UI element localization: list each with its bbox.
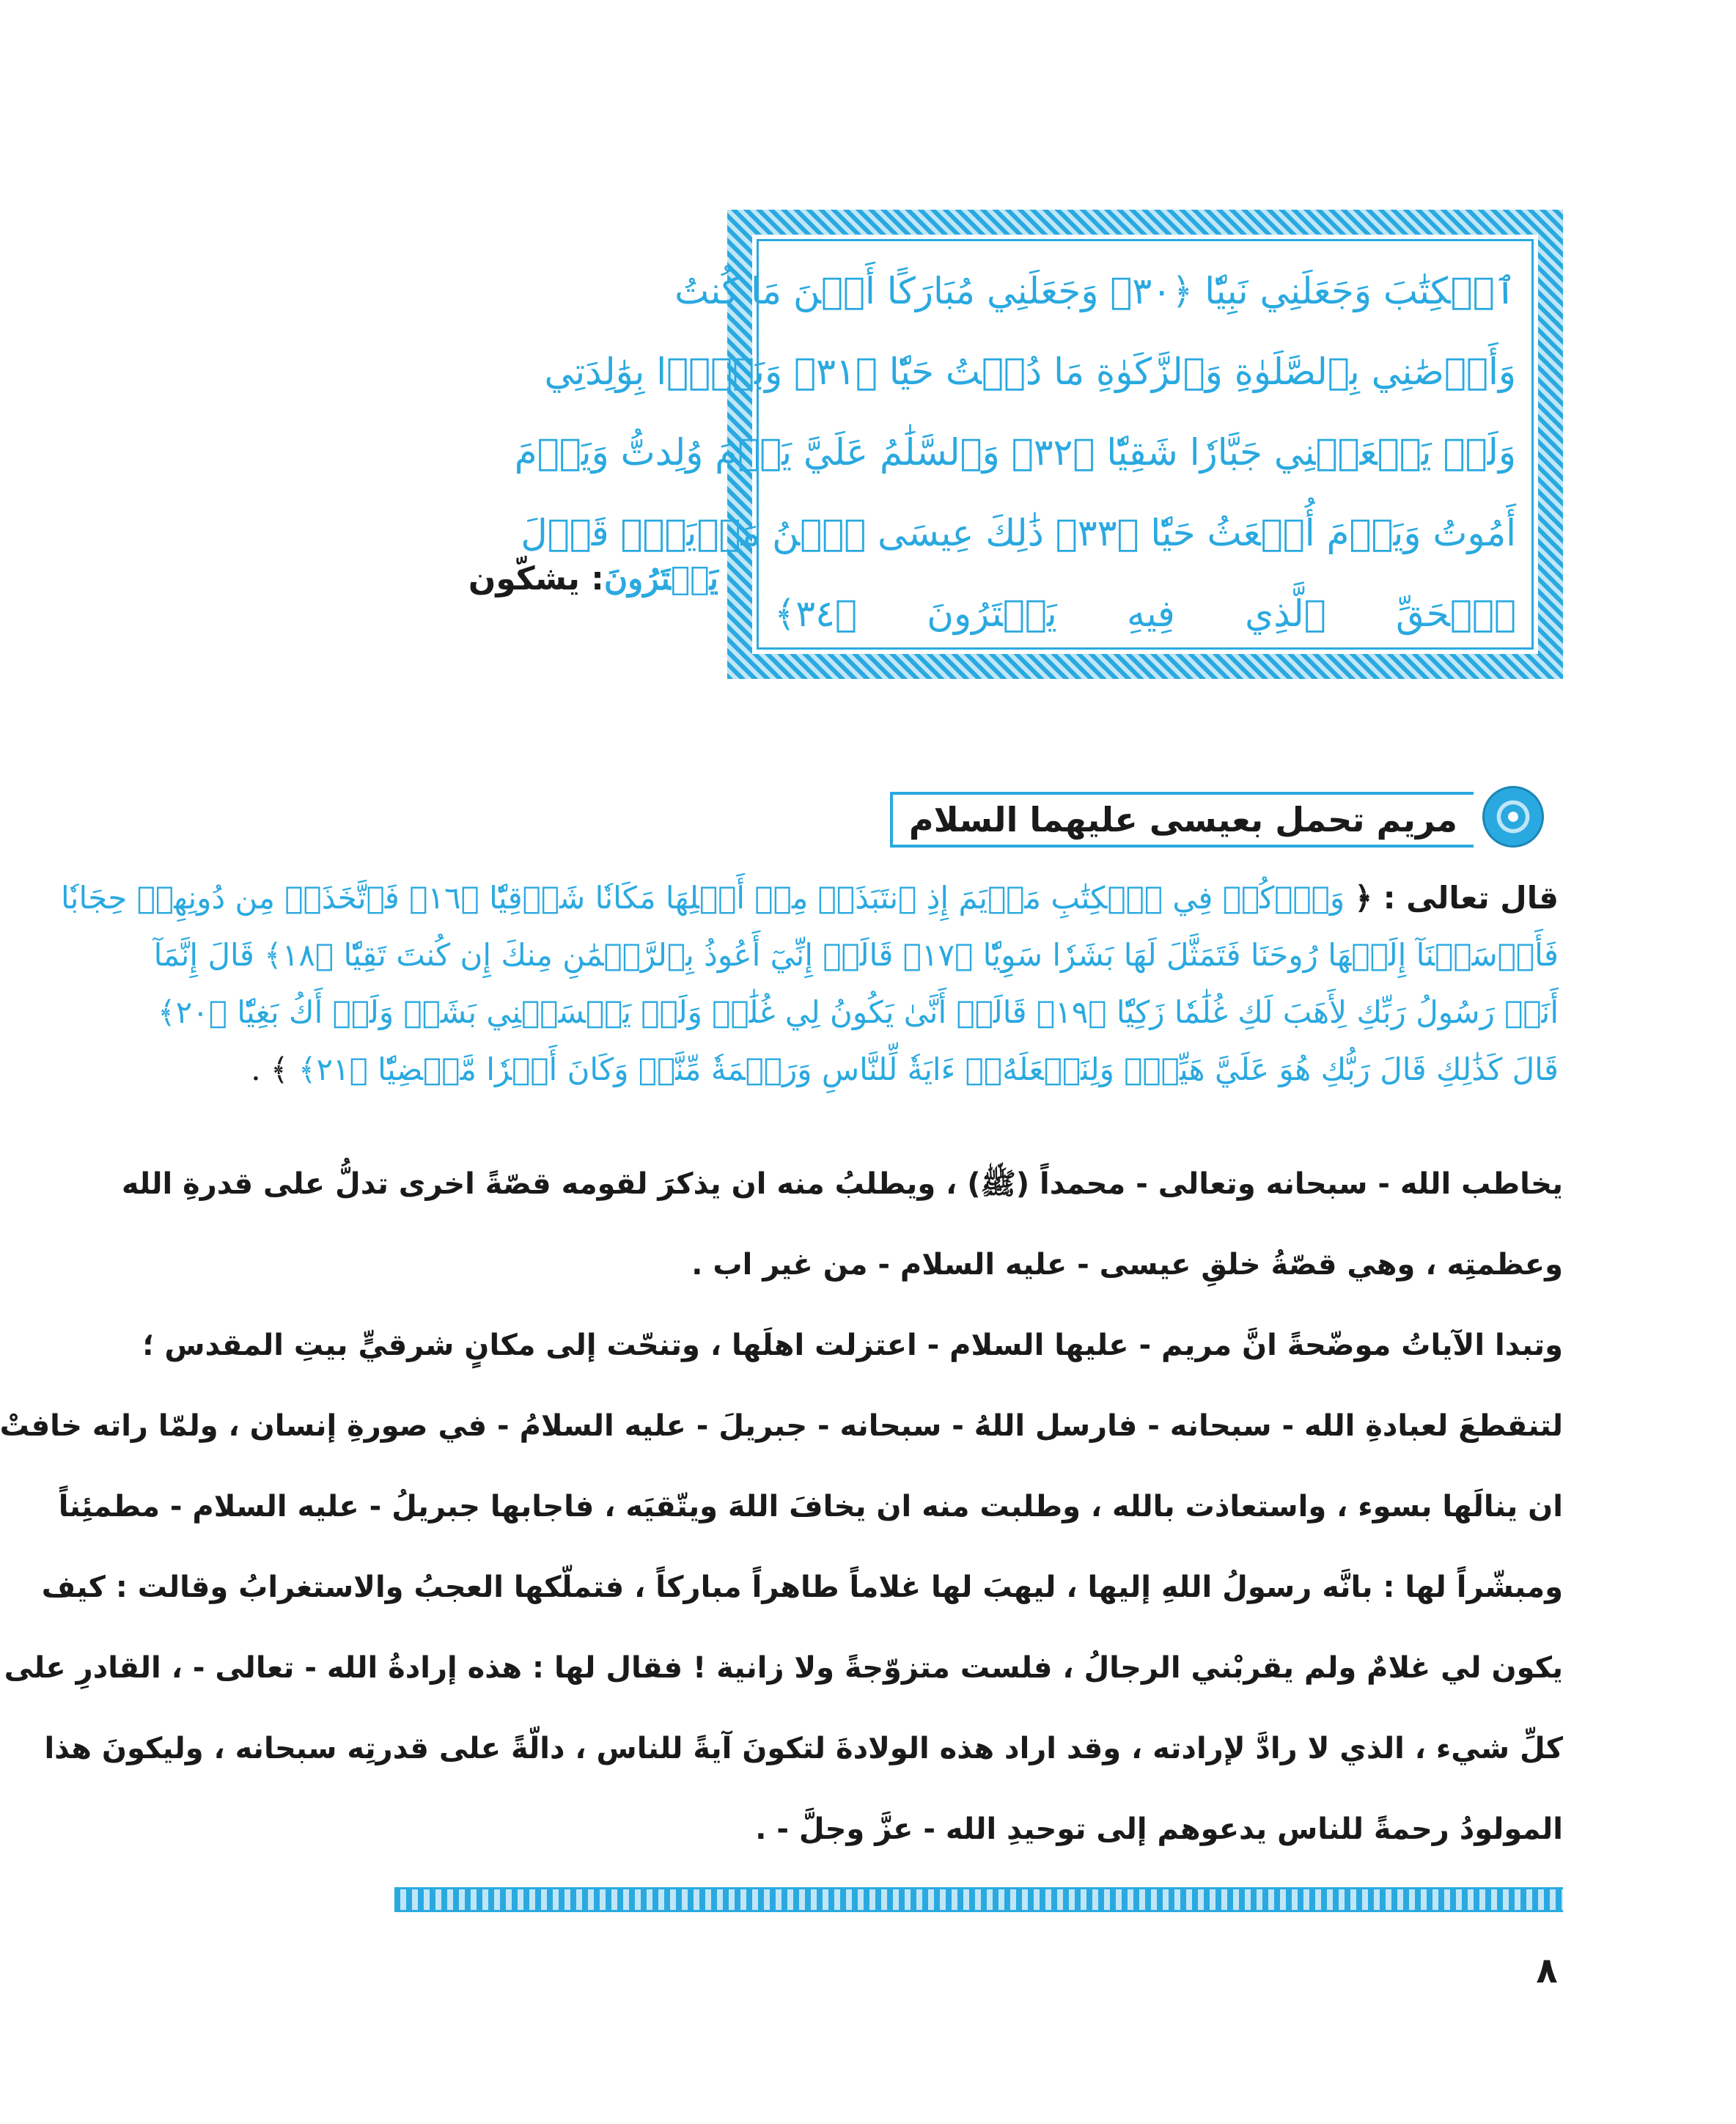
verse-intro: قال تعالى : ﴿ bbox=[1354, 880, 1559, 916]
ornament-rosette-icon bbox=[1482, 786, 1544, 848]
quran-line: أَمُوتُ وَيَوۡمَ أُبۡعَثُ حَيّٗا ﴿٣٣﴾ ذَٰلِكَ عِيسَى ٱبۡنُ مَرۡيَمَۖ قَوۡلَ bbox=[521, 512, 1516, 554]
vocabulary-note bbox=[468, 560, 718, 598]
body-line: لتنقطعَ لعبادةِ الله - سبحانه - فارسل اللهُ - سبحانه - جبريلَ - عليه السلامُ - في صورةِ إنسان ، ولمّا راته خافتْ bbox=[0, 1409, 1563, 1443]
verse-line bbox=[251, 1041, 1559, 1098]
section-title: مريم تحمل بعيسى عليهما السلام bbox=[890, 792, 1474, 848]
verse-text: وَٱذۡكُرۡ فِي ٱلۡكِتَٰبِ مَرۡيَمَ إِذِ ٱنتَبَذَتۡ مِنۡ أَهۡلِهَا مَكَانٗا شَرۡقِيّٗا ﴿١٦﴾ فَٱتَّخَذَتۡ مِن دُونِهِمۡ حِجَابٗا bbox=[61, 880, 1345, 916]
body-line: وتبدا الآياتُ موضّحةً انَّ مريم - عليها السلام - اعتزلت اهلَها ، وتنحّت إلى مكانٍ شرقيٍّ بيتِ المقدس ؛ bbox=[142, 1329, 1563, 1362]
verse-line: أَنَا۠ رَسُولُ رَبِّكِ لِأَهَبَ لَكِ غُلَٰمٗا زَكِيّٗا ﴿١٩﴾ قَالَتۡ أَنَّىٰ يَكُونُ لِي غُلَٰمٞ وَلَمۡ يَمۡسَسۡنِي بَشَرٞ وَلَمۡ أَكُ بَغِيّٗا ﴿٢٠﴾ bbox=[157, 994, 1559, 1030]
vocabulary-meaning: يشكّون bbox=[468, 560, 580, 598]
body-line: المولودُ رحمةً للناس يدعوهم إلى توحيدِ الله - عزَّ وجلَّ - . bbox=[755, 1812, 1563, 1846]
verse-line bbox=[61, 870, 1559, 927]
verse-text: قَالَ كَذَٰلِكِ قَالَ رَبُّكِ هُوَ عَلَيَّ هَيِّنٞۖ وَلِنَجۡعَلَهُۥٓ ءَايَةٗ لِّلنَّاسِ وَرَحۡمَةٗ مِّنَّاۚ وَكَانَ أَمۡرٗا مَّقۡضِيّٗا ﴿٢١﴾ bbox=[298, 1051, 1559, 1087]
verse-close: ﴾ . bbox=[251, 1051, 289, 1087]
decorative-border bbox=[394, 1887, 1563, 1912]
body-line: ان ينالَها بسوء ، واستعاذت بالله ، وطلبت منه ان يخافَ اللهَ ويتّقيَه ، فاجابها جبريلُ - عليه السلام - مطمئِناً bbox=[58, 1490, 1563, 1524]
verse-line: فَأَرۡسَلۡنَآ إِلَيۡهَا رُوحَنَا فَتَمَثَّلَ لَهَا بَشَرٗا سَوِيّٗا ﴿١٧﴾ قَالَتۡ إِنِّيٓ أَعُوذُ بِٱلرَّحۡمَٰنِ مِنكَ إِن كُنتَ تَقِيّٗا ﴿١٨﴾ قَالَ إِنَّمَآ bbox=[153, 937, 1559, 973]
quran-line: وَلَمۡ يَجۡعَلۡنِي جَبَّارٗا شَقِيّٗا ﴿٣٢﴾ وَٱلسَّلَٰمُ عَلَيَّ يَوۡمَ وُلِدتُّ وَيَوۡمَ bbox=[514, 431, 1516, 474]
section-heading bbox=[908, 786, 1544, 849]
page-number: ٨ bbox=[1536, 1950, 1558, 1991]
quran-line: ٱلۡكِتَٰبَ وَجَعَلَنِي نَبِيّٗا ﴿٣٠﴾ وَجَعَلَنِي مُبَارَكًا أَيۡنَ مَا كُنتُ bbox=[674, 270, 1516, 312]
quran-line: ٱلۡحَقِّ ٱلَّذِي فِيهِ يَمۡتَرُونَ ﴿٣٤﴾ bbox=[774, 592, 1516, 635]
body-line: ومبشّراً لها : بانَّه رسولُ اللهِ إليها ، ليهبَ لها غلاماً طاهراً مباركاً ، فتملّكها العجبُ والاستغرابُ وقالت : كيف bbox=[41, 1570, 1563, 1604]
vocabulary-term: يَمۡتَرُونَ bbox=[603, 560, 718, 598]
body-line: يخاطب الله - سبحانه وتعالى - محمداً (ﷺ) ، ويطلبُ منه ان يذكرَ لقومه قصّةً اخرى تدلُّ على قدرةِ الله bbox=[121, 1167, 1563, 1201]
vocabulary-colon: : bbox=[591, 560, 604, 598]
verses-block bbox=[61, 870, 1559, 1098]
body-line: كلِّ شيء ، الذي لا رادَّ لإرادته ، وقد اراد هذه الولادةَ لتكونَ آيةً للناس ، دالّةً على قدرتِه سبحانه ، وليكونَ هذا bbox=[44, 1732, 1563, 1765]
body-line: وعظمتِه ، وهي قصّةُ خلقِ عيسى - عليه السلام - من غير اب . bbox=[691, 1248, 1563, 1282]
quran-line: وَأَوۡصَٰنِي بِٱلصَّلَوٰةِ وَٱلزَّكَوٰةِ مَا دُمۡتُ حَيّٗا ﴿٣١﴾ وَبَرَّۢا بِوَٰلِدَتِي bbox=[544, 350, 1516, 393]
explanation-text bbox=[0, 1144, 1563, 1870]
body-line: يكون لي غلامٌ ولم يقربْني الرجالُ ، فلست متزوّجةً ولا زانية ! فقال لها : هذه إرادةُ الله - تعالى - ، القادرِ على bbox=[4, 1651, 1563, 1685]
